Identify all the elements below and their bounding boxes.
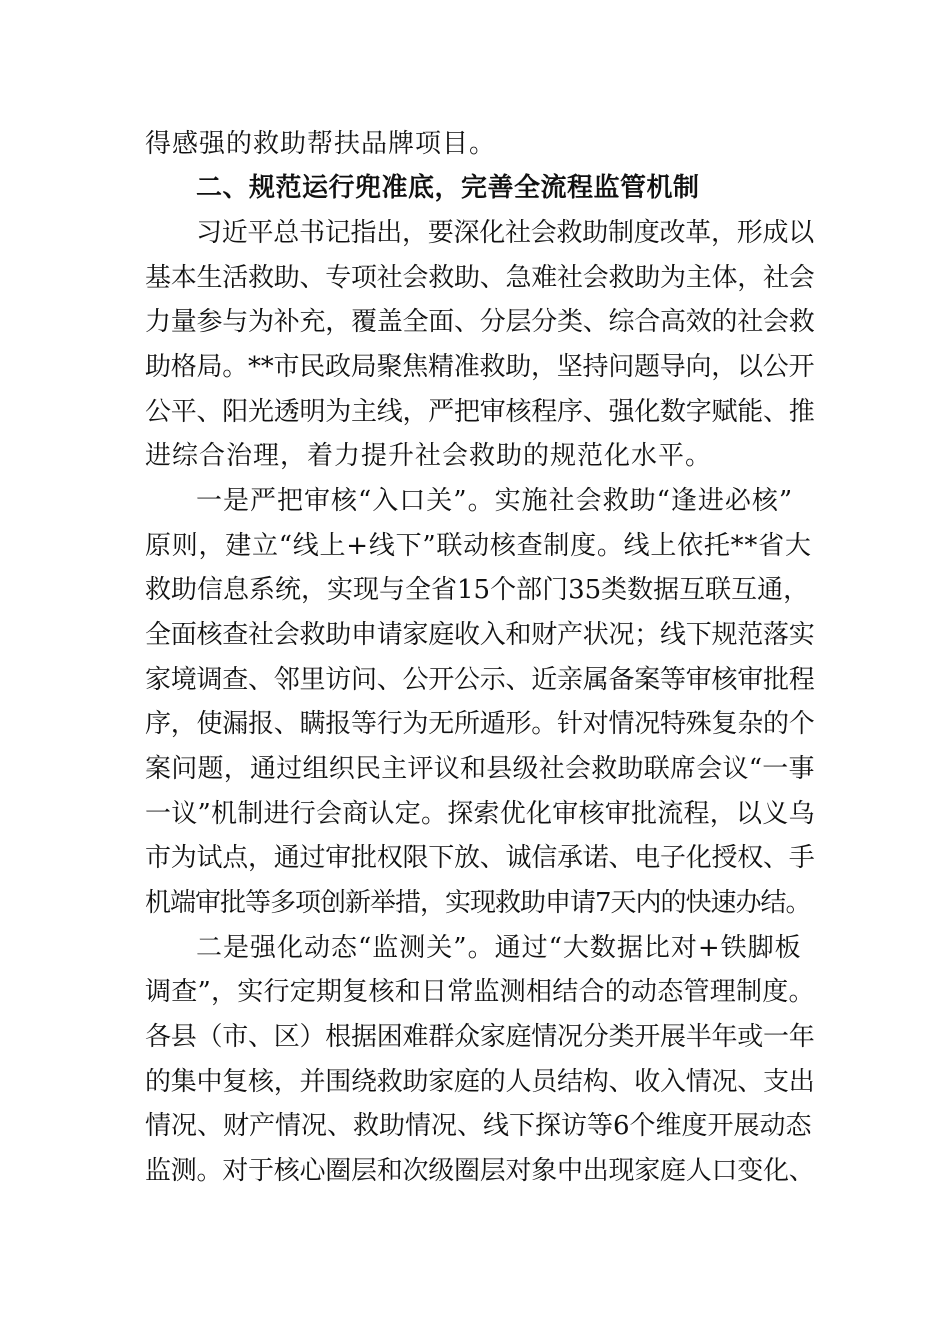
text-line: 情况、财产情况、救助情况、线下探访等6个维度开展动态 xyxy=(145,1111,812,1141)
text-line: 助格局。**市民政局聚焦精准救助，坚持问题导向，以公开 xyxy=(145,352,815,382)
text-line: 原则，建立“线上+线下”联动核查制度。线上依托**省大 xyxy=(145,531,812,561)
text-line: 调查”，实行定期复核和日常监测相结合的动态管理制度。 xyxy=(145,977,815,1007)
text-line: 力量参与为补充，覆盖全面、分层分类、综合高效的社会救 xyxy=(145,307,815,337)
text-line: 二是强化动态“监测关”。通过“大数据比对+铁脚板 xyxy=(196,933,802,963)
text-line: 一是严把审核“入口关”。实施社会救助“逢进必核” xyxy=(196,486,794,516)
text-line: 案问题，通过组织民主评议和县级社会救助联席会议“一事 xyxy=(145,754,815,784)
text-line: 机端审批等多项创新举措，实现救助申请7天内的快速办结。 xyxy=(145,888,811,918)
text-line: 救助信息系统，实现与全省15个部门35类数据互联互通， xyxy=(145,575,810,605)
text-line: 基本生活救助、专项社会救助、急难社会救助为主体，社会 xyxy=(145,263,815,293)
text-line: 得感强的救助帮扶品牌项目。 xyxy=(145,129,497,159)
text-line: 的集中复核，并围绕救助家庭的人员结构、收入情况、支出 xyxy=(145,1067,815,1097)
text-line: 一议”机制进行会商认定。探索优化审核审批流程，以义乌 xyxy=(145,799,815,829)
text-line: 序，使漏报、瞒报等行为无所遁形。针对情况特殊复杂的个 xyxy=(145,709,815,739)
text-line: 家境调查、邻里访问、公开公示、近亲属备案等审核审批程 xyxy=(145,665,815,695)
text-line: 各县（市、区）根据困难群众家庭情况分类开展半年或一年 xyxy=(145,1022,815,1052)
text-line: 监测。对于核心圈层和次级圈层对象中出现家庭人口变化、 xyxy=(145,1156,815,1186)
text-line: 习近平总书记指出，要深化社会救助制度改革，形成以 xyxy=(196,218,815,248)
text-line: 进综合治理，着力提升社会救助的规范化水平。 xyxy=(145,441,713,471)
text-line: 全面核查社会救助申请家庭收入和财产状况；线下规范落实 xyxy=(145,620,815,650)
section-heading: 二、规范运行兜准底，完善全流程监管机制 xyxy=(196,173,700,203)
text-line: 市为试点，通过审批权限下放、诚信承诺、电子化授权、手 xyxy=(145,843,815,873)
text-line: 公平、阳光透明为主线，严把审核程序、强化数字赋能、推 xyxy=(145,397,815,427)
